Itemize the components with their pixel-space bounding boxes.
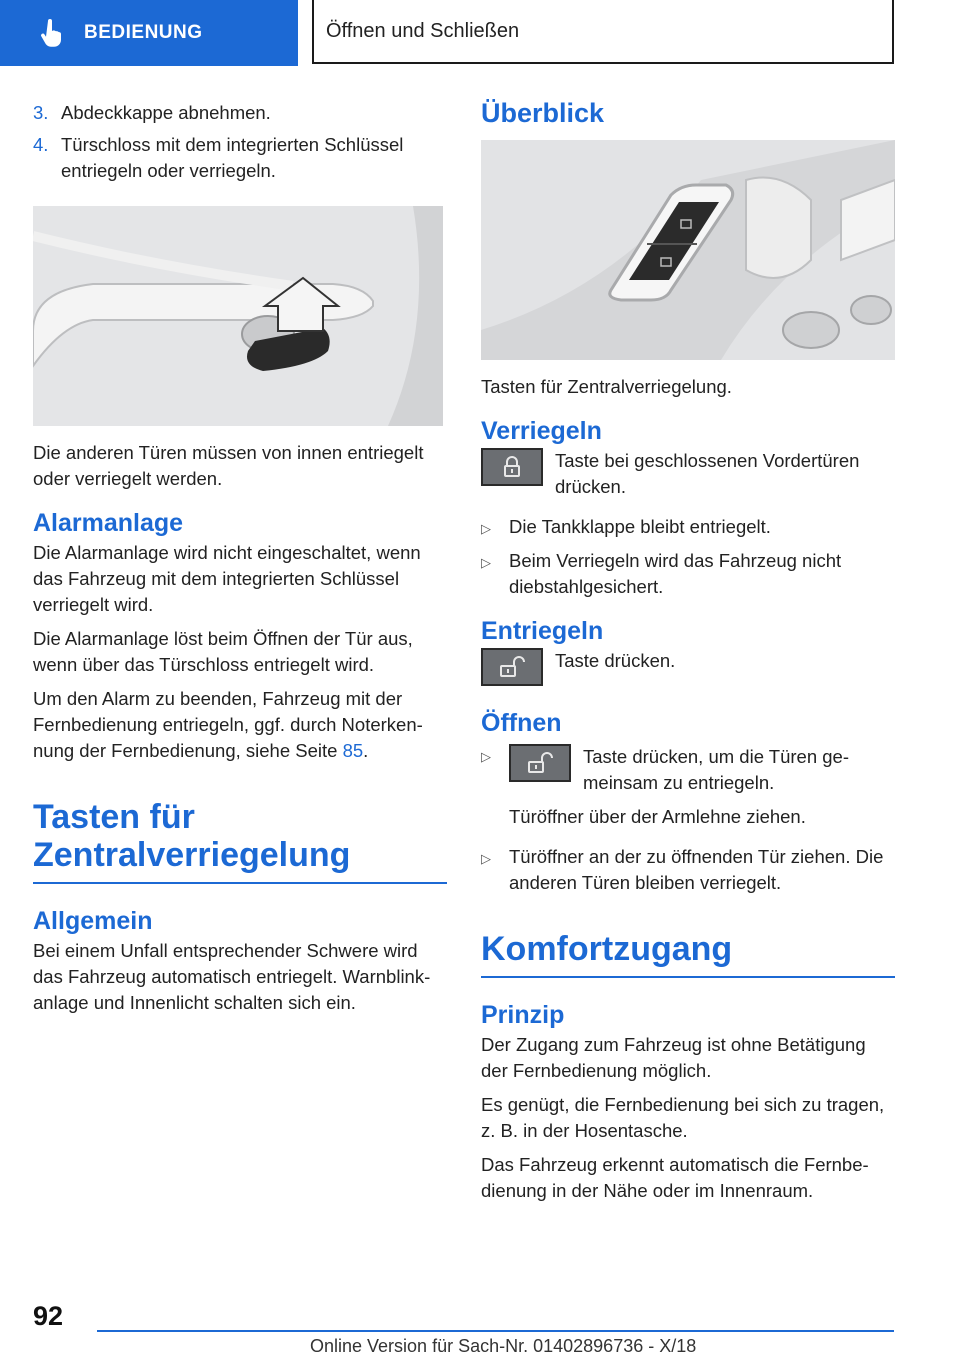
paragraph: Die Alarmanlage löst beim Öffnen der Tür aus, wenn über das Türschloss entriegelt wird.	[33, 628, 413, 675]
door-handle-figure	[33, 206, 443, 426]
lock-instruction	[481, 448, 895, 500]
heading-general: Allgemein	[33, 907, 153, 935]
list-item	[33, 132, 447, 184]
figure-caption: Tasten für Zentralverriegelung.	[481, 376, 732, 397]
unlock-text: Taste drücken.	[555, 650, 676, 671]
list-item	[481, 514, 895, 542]
unlock-button	[509, 744, 571, 782]
section-heading: Tasten für Zentralverriegelung	[33, 798, 447, 884]
unlock-instruction	[481, 648, 895, 686]
lock-notes	[481, 514, 895, 600]
open-instruction	[509, 744, 895, 796]
footer-divider	[97, 1330, 894, 1332]
paragraph: Der Zugang zum Fahrzeug ist ohne Betätigung der Fernbedienung möglich.	[481, 1034, 866, 1081]
list-item	[33, 100, 447, 126]
lock-buttons-illustration	[481, 140, 895, 360]
open-steps	[481, 742, 895, 896]
section-tab[interactable]	[0, 0, 298, 66]
list-item	[481, 742, 895, 838]
list-item	[481, 844, 895, 896]
chapter-title: Öffnen und Schließen	[312, 0, 894, 64]
paragraph: Das Fahrzeug erkennt automatisch die Fernbe‐dienung in der Nähe oder im Innenraum.	[481, 1154, 869, 1201]
unlock-icon	[499, 656, 525, 678]
step-text: Türschloss mit dem integrierten Schlüssel entriegeln oder verriegeln.	[61, 134, 404, 181]
lock-buttons-figure	[481, 140, 895, 360]
heading-overview: Überblick	[481, 98, 605, 128]
bullet-text: Taste drücken, um die Türen ge‐meinsam zu entriegeln.	[583, 746, 849, 793]
text-span: Um den Alarm zu beenden, Fahrzeug mit der Fernbedienung entriegeln, ggf. durch Noterken‐nung der Fernbedienung, siehe Seite	[33, 688, 423, 761]
bullet-body	[509, 742, 895, 838]
section-label: BEDIENUNG	[84, 22, 203, 43]
page-reference-link[interactable]: 85	[342, 740, 364, 761]
right-column	[481, 100, 895, 1212]
bullet-text: Beim Verriegeln wird das Fahrzeug nicht diebstahlgesichert.	[509, 550, 842, 597]
bullet-text: Türöffner an der zu öffnenden Tür ziehen. Die anderen Türen bleiben verriegelt.	[509, 846, 884, 893]
step-number: 3.	[33, 102, 49, 123]
lock-button	[481, 448, 543, 486]
step-number: 4.	[33, 134, 49, 155]
heading-lock: Verriegeln	[481, 417, 602, 445]
heading-open: Öffnen	[481, 709, 562, 737]
list-item	[481, 548, 895, 600]
unlock-icon	[527, 752, 553, 774]
unlock-button	[481, 648, 543, 686]
heading-unlock: Entriegeln	[481, 617, 604, 645]
lock-text: Taste bei geschlossenen Vordertüren drücken.	[555, 450, 860, 497]
triangle-right-icon: ▷	[481, 521, 491, 536]
heading-principle: Prinzip	[481, 1001, 565, 1029]
page-number: 92	[33, 1301, 64, 1331]
footer-version: Online Version für Sach-Nr. 01402896736 - X/18	[310, 1336, 697, 1356]
section-heading: Komfortzugang	[481, 930, 895, 978]
step-list	[33, 100, 447, 184]
heading-alarm: Alarmanlage	[33, 509, 184, 537]
bullet-text: Die Tankklappe bleibt entriegelt.	[509, 516, 771, 537]
triangle-right-icon: ▷	[481, 749, 491, 764]
triangle-right-icon: ▷	[481, 851, 491, 866]
paragraph	[33, 686, 447, 764]
text-span: .	[363, 740, 369, 761]
paragraph: Die Alarmanlage wird nicht eingeschaltet, wenn das Fahrzeug mit dem integrierten Schlüssel verriegelt wird.	[33, 542, 421, 615]
lock-icon	[502, 456, 522, 478]
paragraph: Es genügt, die Fernbedienung bei sich zu tragen, z. B. in der Hosentasche.	[481, 1094, 885, 1141]
step-text: Abdeckkappe abnehmen.	[61, 102, 271, 123]
paragraph: Bei einem Unfall entsprechender Schwere wird das Fahrzeug automatisch entriegelt. Warnblink‐anlage und Innenlicht schalten sich ein.	[33, 940, 431, 1013]
bullet-subtext: Türöffner über der Armlehne ziehen.	[509, 806, 806, 827]
paragraph: Die anderen Türen müssen von innen entriegelt oder verriegelt werden.	[33, 442, 424, 489]
triangle-right-icon: ▷	[481, 555, 491, 570]
hand-pointer-icon	[36, 17, 68, 49]
left-column	[33, 100, 447, 1024]
door-handle-illustration	[33, 206, 443, 426]
